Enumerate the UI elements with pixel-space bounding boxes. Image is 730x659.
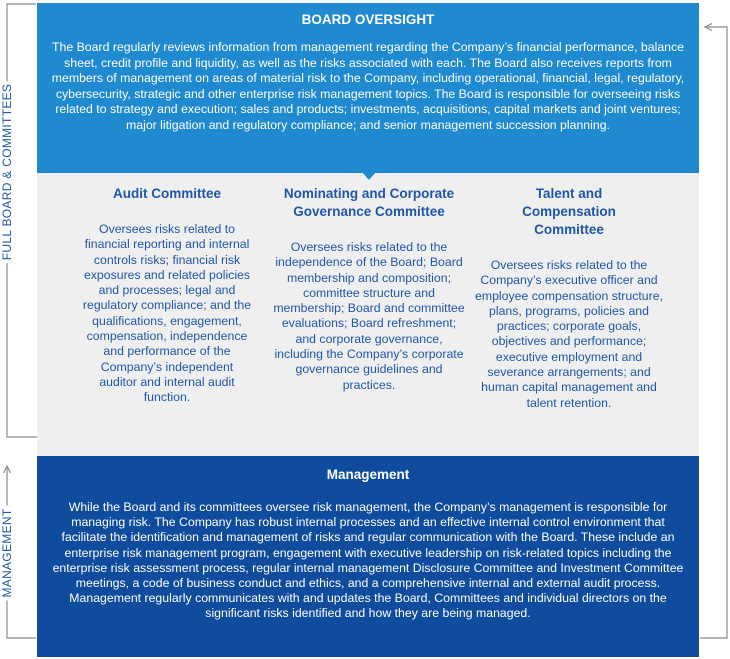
committee-body: Oversees risks related to the independence of the Board; Board membership and composition; committee structure and membership; Board and committee evaluations; Board refreshment; and corporate governance, including the Company’s corporate governance guidelines and practices. [273,240,465,392]
committee-body: Oversees risks related to financial reporting and internal controls risks; financial risk exposures and related policies and processes; legal and regulatory compliance; and the qualifications, engagement, compensation, independence and performance of the Company’s independent auditor and internal audit function. [82,222,252,405]
management-panel [37,456,699,657]
board-oversight-panel [37,3,699,173]
committee-body: Oversees risks related to the Company’s executive officer and employee compensation structure, plans, programs, policies and practices; corporate goals, objectives and performance; executive employment and severance arrangements; and human capital management and talent retention. [475,258,663,410]
oversight-pointer [362,172,376,180]
management-title: Management [326,467,410,482]
committee-title: Nominating and Corporate Governance Committee [283,186,455,219]
committee-title: Audit Committee [113,186,221,201]
board-oversight-body: The Board regularly reviews information from management regarding the Company’s financial performance, balance sheet, credit profile and liquidity, as well as the risks associated with each. The Board also receives reports from members of management on areas of material risk to the Company, including operational, financial, legal, regulatory, cybersecurity, strategic and other enterprise risk management topics. The Board is responsible for overseeing risks related to strategy and execution; sales and products; investments, acquisitions, capital markets and joint ventures; major litigation and regulatory compliance; and senior management succession planning. [51,40,685,132]
talent-compensation-committee [474,185,664,411]
board-oversight-title: BOARD OVERSIGHT [301,12,435,27]
management-body: While the Board and its committees oversee risk management, the Company’s management is responsible for managing risk. The Company has robust internal processes and an effective internal control environment that facilitate the identification and management of risks and regular communication with the Board. These include an enterprise risk management program, engagement with executive leadership on risk-related topics including the enterprise risk assessment process, regular internal management Disclosure Committee and Investment Committee meetings, a code of business conduct and ethics, and a comprehensive internal and external audit process. Management regularly communicates with and updates the Board, Committees and individual directors on the significant risks identified and how they are being managed. [52,500,684,621]
committee-title: Talent and Compensation Committee [522,186,616,237]
feedback-line [700,27,727,638]
committees-panel [37,173,699,456]
nominating-governance-committee [273,185,465,393]
audit-committee [81,185,253,406]
